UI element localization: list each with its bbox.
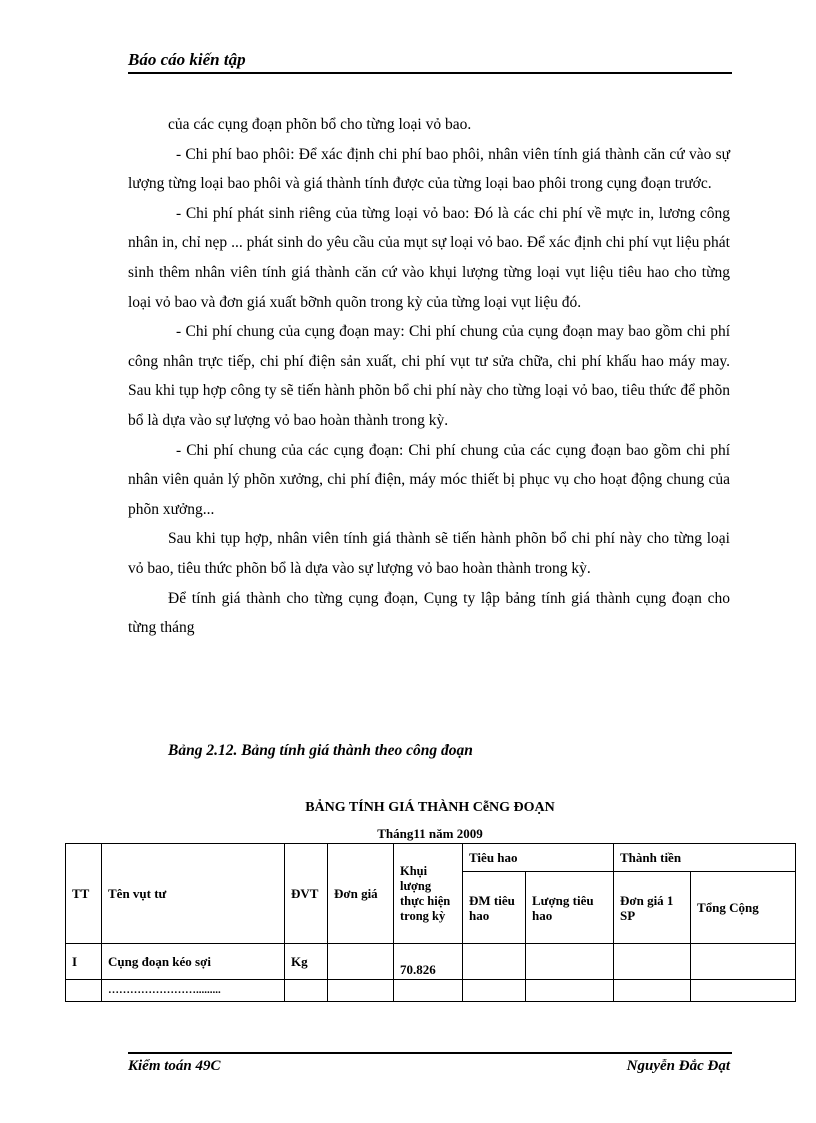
cell-unit-price bbox=[328, 980, 394, 1002]
page-footer bbox=[128, 1052, 732, 1078]
table-row bbox=[66, 980, 796, 1002]
body-text bbox=[128, 110, 730, 643]
cell-quantity: 70.826 bbox=[394, 944, 463, 980]
cell-quantity bbox=[394, 980, 463, 1002]
header-dvt: ĐVT bbox=[285, 844, 328, 944]
paragraph: - Chi phí chung của cụng đoạn may: Chi phí chung của cụng đoạn may bao gồm chi phí công nhân trực tiếp, chi phí điện sản xuất, chi phí vụt tư sửa chữa, chi phí khấu hao máy may. Sau khi tụp hợp công ty sẽ tiến hành phõn bổ chi phí này cho từng loại vỏ bao, tiêu thức để phõn bổ là dựa vào sự lượng vỏ bao hoàn thành trong kỳ. bbox=[128, 323, 730, 429]
cell-tt bbox=[66, 980, 102, 1002]
header-consumption: Tiêu hao bbox=[463, 844, 614, 872]
header-name: Tên vụt tư bbox=[102, 844, 285, 944]
header-dm: ĐM tiêu hao bbox=[463, 872, 526, 944]
header-cost: Thành tiền bbox=[614, 844, 796, 872]
paragraph: Để tính giá thành cho từng cụng đoạn, Cụng ty lập bảng tính giá thành cụng đoạn cho từng tháng bbox=[128, 589, 730, 637]
table-subtitle: Tháng11 năm 2009 bbox=[377, 826, 483, 841]
cell-dm bbox=[463, 944, 526, 980]
cell-consumed bbox=[526, 944, 614, 980]
footer-left: Kiểm toán 49C bbox=[128, 1058, 221, 1074]
cell-total bbox=[691, 944, 796, 980]
paragraph: - Chi phí phát sinh riêng của từng loại vỏ bao: Đó là các chi phí về mực in, lương công nhân in, chỉ nẹp ... phát sinh do yêu cầu của mụt sự loại vỏ bao. Để xác định chi phí vụt liệu phát sinh thêm nhân viên tính giá thành căn cứ vào khụi lượng từng loại vụt liệu tiêu hao cho từng loại vỏ bao và đơn giá xuất bỡnh quõn trong kỳ của từng loại vụt liệu đó. bbox=[128, 204, 730, 311]
cell-tt: I bbox=[66, 944, 102, 980]
page-header bbox=[128, 46, 732, 74]
table-caption: Bảng 2.12. Bảng tính giá thành theo công đoạn bbox=[168, 742, 473, 759]
cell-dvt: Kg bbox=[285, 944, 328, 980]
cell-unit-price bbox=[328, 944, 394, 980]
cell-unit-cost bbox=[614, 944, 691, 980]
table-row bbox=[66, 944, 796, 980]
cell-name: Cụng đoạn kéo sợi bbox=[102, 944, 285, 980]
paragraph: - Chi phí bao phôi: Để xác định chi phí bao phôi, nhân viên tính giá thành căn cứ vào sự lượng từng loại bao phôi và giá thành tính được của từng loại bao phôi trong cụng đoạn trước. bbox=[128, 145, 730, 193]
cell-unit-cost bbox=[614, 980, 691, 1002]
header-total: Tổng Cộng bbox=[691, 872, 796, 944]
header-consumed-qty: Lượng tiêu hao bbox=[526, 872, 614, 944]
paragraph: - Chi phí chung của các cụng đoạn: Chi phí chung của các cụng đoạn bao gồm chi phí nhân viên quản lý phõn xưởng, chi phí điện, máy móc thiết bị phục vụ cho hoạt động chung của phõn xưởng... bbox=[128, 441, 730, 518]
cell-consumed bbox=[526, 980, 614, 1002]
header-tt: TT bbox=[66, 844, 102, 944]
cell-dvt bbox=[285, 980, 328, 1002]
cell-name: ……………………......... bbox=[102, 980, 285, 1002]
cell-dm bbox=[463, 980, 526, 1002]
header-quantity: Khụi lượng thực hiện trong kỳ bbox=[394, 844, 463, 944]
paragraph: của các cụng đoạn phõn bổ cho từng loại vỏ bao. bbox=[168, 116, 472, 133]
cost-table bbox=[65, 843, 796, 1002]
table-title: BẢNG TÍNH GIÁ THÀNH CễNG ĐOẠN bbox=[305, 800, 555, 815]
paragraph: Sau khi tụp hợp, nhân viên tính giá thành sẽ tiến hành phõn bổ chi phí này cho từng loại vỏ bao, tiêu thức phõn bổ là dựa vào sự lượng vỏ bao hoàn thành trong kỳ. bbox=[128, 530, 730, 577]
cell-total bbox=[691, 980, 796, 1002]
footer-right: Nguyễn Đắc Đạt bbox=[626, 1058, 730, 1074]
header-unit-cost: Đơn giá 1 SP bbox=[614, 872, 691, 944]
header-title: Báo cáo kiến tập bbox=[128, 50, 246, 69]
header-unit-price: Đơn giá bbox=[328, 844, 394, 944]
